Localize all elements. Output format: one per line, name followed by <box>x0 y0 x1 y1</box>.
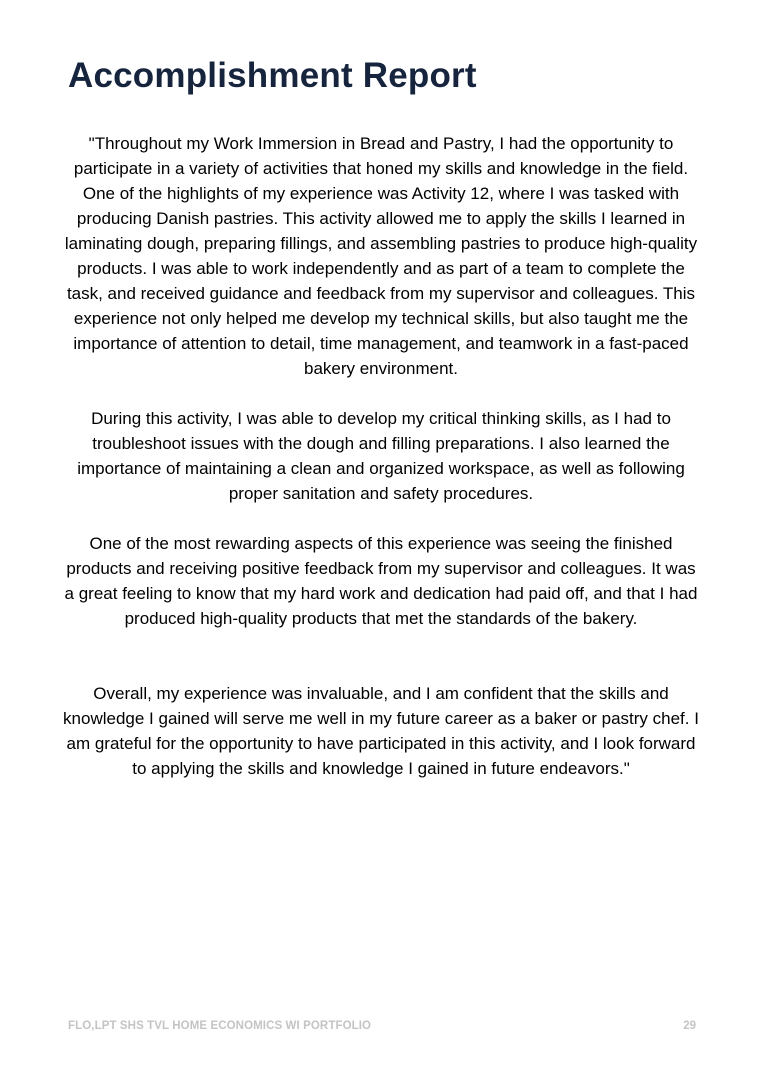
footer-portfolio-label: FLO,LPT SHS TVL HOME ECONOMICS WI PORTFOLIO <box>68 1020 372 1032</box>
paragraph-2: During this activity, I was able to develop my critical thinking skills, as I had to troubleshoot issues with the dough and filling preparations. I also learned the importance of maintaining a clean and organized workspace, as well as following proper sanitation and safety procedures. <box>77 409 685 503</box>
paragraph-1: "Throughout my Work Immersion in Bread and Pastry, I had the opportunity to participate in a variety of activities that honed my skills and knowledge in the field. One of the highlights of my experience was Activity 12, where I was tasked with producing Danish pastries. This activity allowed me to apply the skills I learned in laminating dough, preparing fillings, and assembling pastries to produce high-quality products. I was able to work independently and as part of a team to complete the task, and received guidance and feedback from my supervisor and colleagues. This experience not only helped me develop my technical skills, but also taught me the importance of attention to detail, time management, and teamwork in a fast-paced bakery environment. <box>64 134 698 378</box>
paragraph-4: Overall, my experience was invaluable, and I am confident that the skills and knowledge I gained will serve me well in my future career as a baker or pastry chef. I am grateful for the opportunity to have participated in this activity, and I look forward to applying the skills and knowledge I gained in future endeavors." <box>63 684 699 778</box>
paragraph-3: One of the most rewarding aspects of this experience was seeing the finished products and receiving positive feedback from my supervisor and colleagues. It was a great feeling to know that my hard work and dedication had paid off, and that I had produced high-quality products that met the standards of the bakery. <box>64 534 698 628</box>
page-title: Accomplishment Report <box>68 56 477 95</box>
footer-page-number: 29 <box>683 1020 696 1032</box>
paragraph-spacer <box>62 506 700 531</box>
report-body <box>62 131 700 781</box>
paragraph-spacer <box>62 381 700 406</box>
paragraph-spacer <box>62 631 700 681</box>
